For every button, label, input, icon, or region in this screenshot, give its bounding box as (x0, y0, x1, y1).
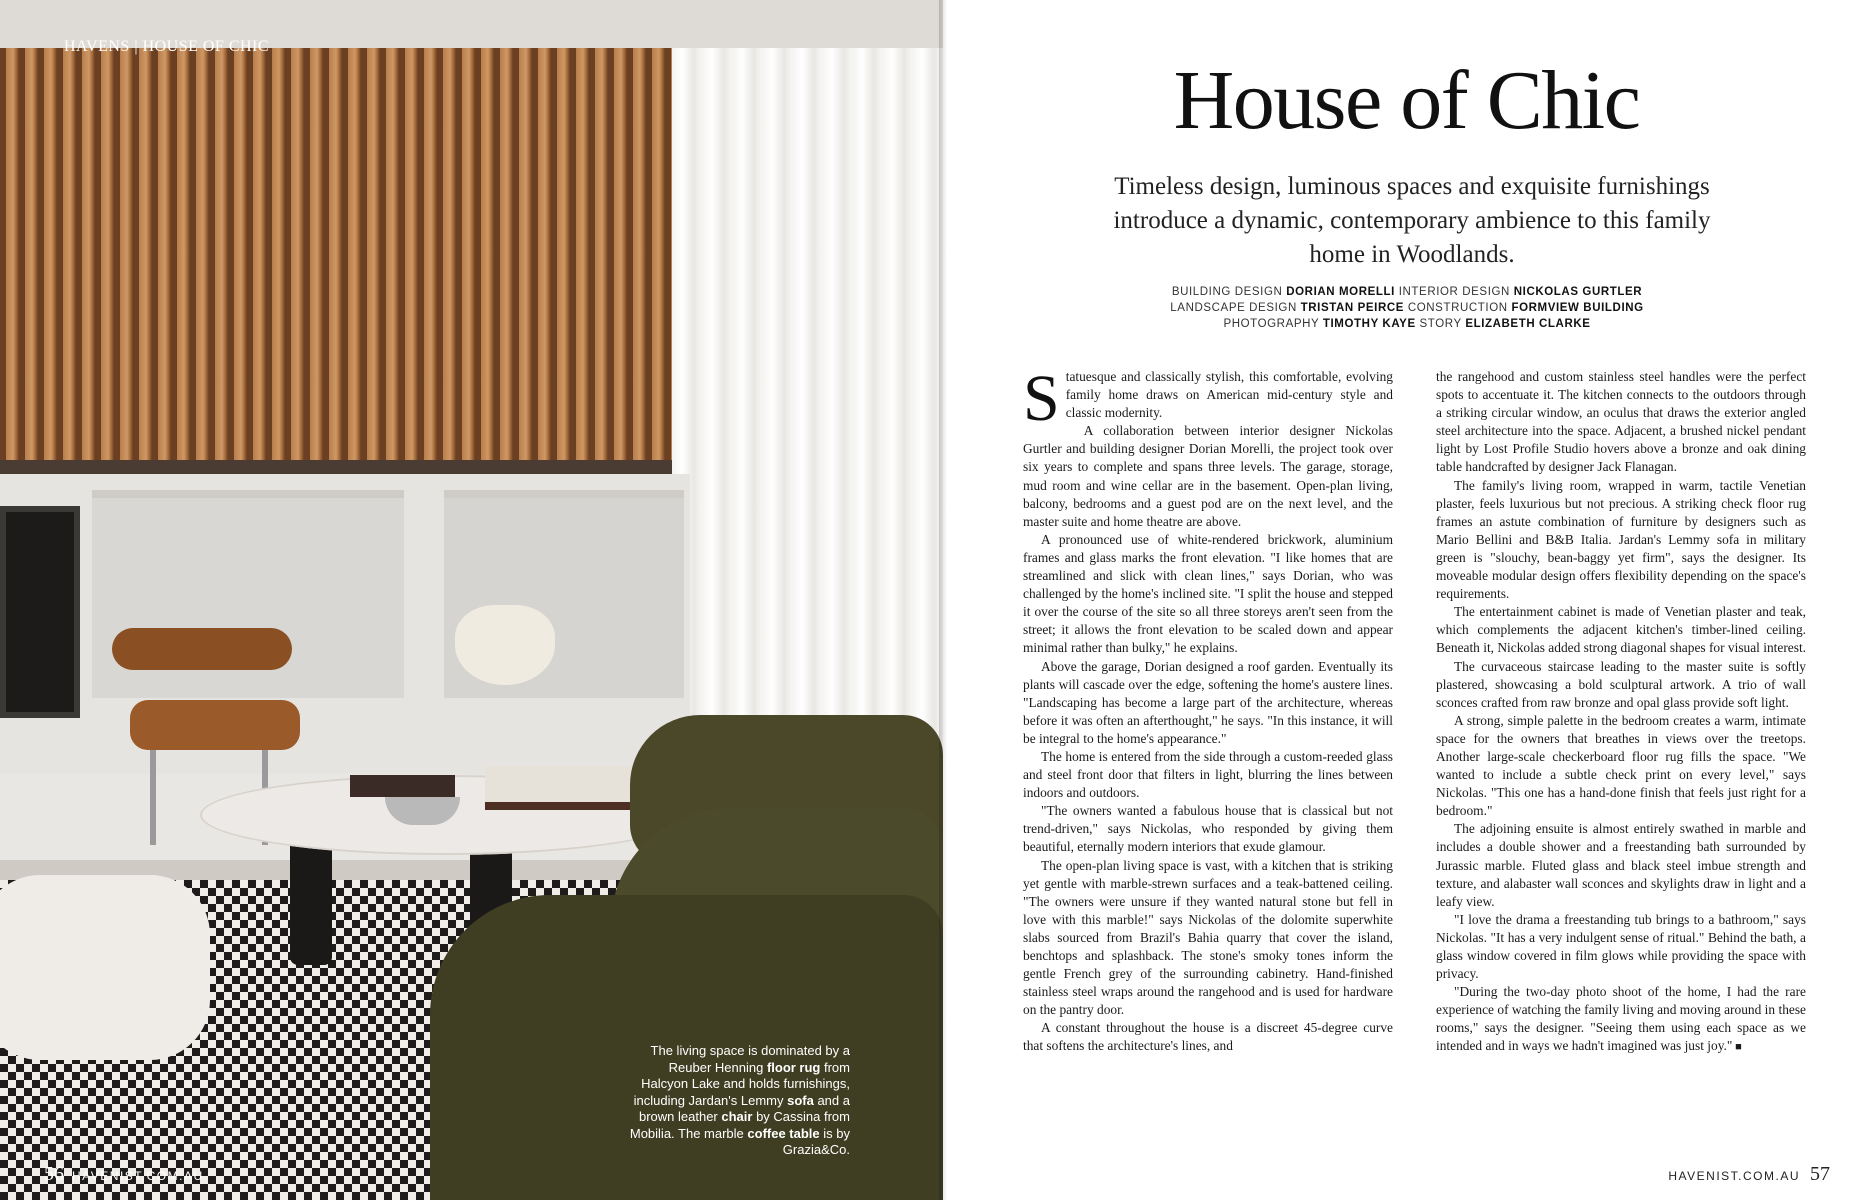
credit-role: CONSTRUCTION (1407, 302, 1512, 314)
paragraph-text: The adjoining ensuite is almost entirely swathed in marble and includes a double shower and a freestanding bath surrounded by Jurassic marble. Fluted glass and black steel imbue strength and texture, and alabaster wall sconces and skylights draw in light and a leafy view. (1436, 821, 1806, 909)
chair-leg (150, 745, 156, 845)
credit-line (1047, 284, 1767, 300)
credit-role: INTERIOR DESIGN (1398, 286, 1514, 298)
drop-cap: S (1023, 362, 1060, 435)
site-url: HAVENIST.COM.AU (72, 1169, 204, 1183)
article-credits (1047, 284, 1767, 332)
timber-slat-panel (0, 48, 672, 468)
caption-text: The living space is dominated by a Reuber Henning (650, 1043, 850, 1075)
fireplace (0, 506, 80, 718)
caption-bold: chair (721, 1109, 753, 1124)
body-paragraph (1436, 603, 1806, 657)
site-url: HAVENIST.COM.AU (1668, 1169, 1800, 1183)
credit-role: STORY (1419, 318, 1466, 330)
page-number: 57 (1810, 1163, 1830, 1185)
section-label: HAVENS | HOUSE OF CHIC (64, 38, 270, 55)
page-number: 56 (44, 1163, 64, 1185)
paragraph-text: The family's living room, wrapped in warm, tactile Venetian plaster, feels luxurious but not precious. A striking check floor rug frames an astute combination of furniture by designers such as Mario Bellini and B&B Italia. Jardan's Lemmy sofa in military green is "slouchy, bean-baggy yet firm", says the designer. Its moveable modular design offers flexibility depending on the space's requirements. (1436, 477, 1806, 602)
paragraph-text: The home is entered from the side through a custom-reeded glass and steel front door that filters in light, blurring the lines between indoors and outdoors. (1023, 748, 1393, 801)
credit-name: TRISTAN PEIRCE (1300, 302, 1405, 314)
credit-name: FORMVIEW BUILDING (1511, 302, 1644, 314)
body-paragraph (1436, 820, 1806, 910)
end-mark-icon: ■ (1732, 1041, 1742, 1054)
article-standfirst: Timeless design, luminous spaces and exquisite furnishings introduce a dynamic, contemporary ambience to this family home in Woodlands. (1113, 173, 1711, 268)
body-paragraph (1023, 802, 1393, 856)
paragraph-text: The curvaceous staircase leading to the master suite is softly plastered, showcasing a bold sculptural artwork. A trio of wall sconces crafted from raw bronze and opal glass provide soft light. (1436, 658, 1806, 710)
leather-chair-back (112, 628, 292, 670)
paragraph-text: the rangehood and custom stainless steel handles were the perfect spots to accentuate it. The kitchen connects to the outdoors through a striking circular window, an oculus that draws the exterior angled steel architecture into the space. Adjacent, a brushed nickel pendant light by Lost Profile Studio hovers above a bronze and oak dining table handcrafted by designer Jack Flanagan. (1436, 369, 1806, 475)
table-leg (290, 830, 332, 965)
caption-bold: sofa (787, 1092, 814, 1108)
article-column-2 (1436, 368, 1806, 1057)
credit-role: LANDSCAPE DESIGN (1170, 302, 1301, 314)
body-paragraph (1023, 748, 1393, 802)
body-paragraph (1436, 983, 1806, 1056)
body-paragraph (1436, 911, 1806, 983)
paragraph-text: Above the garage, Dorian designed a roof garden. Eventually its plants will cascade over the edge, softening the home's austere lines. "Landscaping has become a large part of the architecture, whereas before it was often an afterthought," he says. "In this instance, it will be integral to the home's appearance." (1023, 658, 1393, 746)
credit-name: DORIAN MORELLI (1286, 286, 1395, 298)
leather-chair-seat (130, 700, 300, 750)
credit-name: ELIZABETH CLARKE (1465, 318, 1591, 330)
article-column-1 (1023, 362, 1393, 1056)
credit-name: TIMOTHY KAYE (1322, 318, 1416, 330)
caption-bold: floor rug (766, 1059, 821, 1075)
article-title: House of Chic (1173, 54, 1640, 147)
body-paragraph (1023, 362, 1393, 435)
caption-text: is by Grazia&Co. (782, 1125, 850, 1157)
folio-left (44, 1163, 204, 1186)
book-stack (485, 766, 635, 810)
body-paragraph (1023, 857, 1393, 1020)
body-paragraph (1023, 422, 1393, 531)
sculptural-vase (455, 605, 555, 685)
credit-line (1047, 316, 1767, 332)
body-paragraph (1023, 1019, 1393, 1055)
paragraph-text: "During the two-day photo shoot of the home, I had the rare experience of watching the family living and moving around in these rooms," says the designer. "Seeing them using each space as we intended and in ways we hadn't imagined was just joy." (1436, 984, 1806, 1054)
paragraph-text: "I love the drama a freestanding tub brings to a bathroom," says Nickolas. "It has a very indulgent sense of ritual." Behind the bath, a glass window covered in film glows while providing the space with privacy. (1436, 911, 1806, 982)
paragraph-text: The entertainment cabinet is made of Venetian plaster and teak, which complements the adjacent kitchen's timber-lined ceiling. Beneath it, Nickolas added strong diagonal shapes for visual interest. (1436, 604, 1807, 656)
right-page-article (947, 0, 1866, 1200)
page-gutter (939, 0, 947, 1200)
caption-text: and a brown leather (638, 1092, 850, 1124)
body-paragraph (1436, 658, 1806, 712)
credit-name: NICKOLAS GURTLER (1513, 286, 1643, 298)
paragraph-text: A collaboration between interior designer Nickolas Gurtler and building designer Dorian Morelli, the project took over six years to complete and spans three levels. The garage, storage, mud room and wine cellar are in the basement. Open-plan living, balcony, bedrooms and a guest pod are on the next level, and the master suite and home theatre are above. (1023, 423, 1393, 529)
paragraph-text: A strong, simple palette in the bedroom creates a warm, intimate space for the owners that breathes in views over the treetops. Another large-scale checkerboard floor rug fills the space. "We wanted to include a subtle check print on every level," says Nickolas. "This one has a hand-done finish that feels just right for a bedroom." (1436, 712, 1806, 819)
body-paragraph (1436, 712, 1806, 821)
sheer-curtain (672, 48, 943, 748)
credit-line (1047, 300, 1767, 316)
folio-right (1668, 1163, 1830, 1186)
caption-bold: coffee table (747, 1125, 820, 1141)
white-ottoman (0, 875, 210, 1060)
credit-role: PHOTOGRAPHY (1223, 318, 1323, 330)
paragraph-text: A constant throughout the house is a discreet 45-degree curve that softens the architecture's lines, and (1023, 1020, 1393, 1054)
credit-role: BUILDING DESIGN (1171, 286, 1287, 298)
body-paragraph (1023, 531, 1393, 658)
paragraph-text: A pronounced use of white-rendered brickwork, aluminium frames and glass marks the front elevation. "I like homes that are streamlined and slick with clean lines," says Dorian, who was challenged by the home's inclined site. "I split the house and stepped it over the course of the site so all three storeys aren't seen from the street; it allows the front elevation to be scaled down and appear minimal rather than bulky," he explains. (1023, 531, 1393, 656)
body-paragraph (1436, 368, 1806, 477)
body-paragraph (1023, 658, 1393, 748)
paragraph-text: "The owners wanted a fabulous house that is classical but not trend-driven," says Nickolas, who responded by giving them beautiful, eternally modern interiors that exude glamour. (1023, 803, 1393, 855)
paragraph-text: tatuesque and classically stylish, this comfortable, evolving family home draws on American mid-century style and classic modernity. (1065, 369, 1393, 421)
caption-text: from Halcyon Lake and holds furnishings, including Jardan's Lemmy (633, 1059, 850, 1108)
body-paragraph (1436, 477, 1806, 604)
book-small (350, 775, 455, 797)
slat-shadow-line (0, 460, 680, 474)
photo-caption (620, 1043, 850, 1159)
paragraph-text: The open-plan living space is vast, with a kitchen that is striking yet gentle with marble-strewn surfaces and a teak-battened ceiling. "The owners were unsure if they wanted natural stone but fell in love with this marble!" says Nickolas of the dolomite superwhite slabs sourced from Brazil's Bahia quarry that cover the island, benchtops and splashback. The stone's smoky tones inform the gentle French grey of the surrounding cabinetry. Hand-finished stainless steel wraps around the rangehood and is used for hardware on the pantry door. (1023, 857, 1393, 1018)
caption-text: by Cassina from Mobilia. The marble (629, 1109, 850, 1141)
